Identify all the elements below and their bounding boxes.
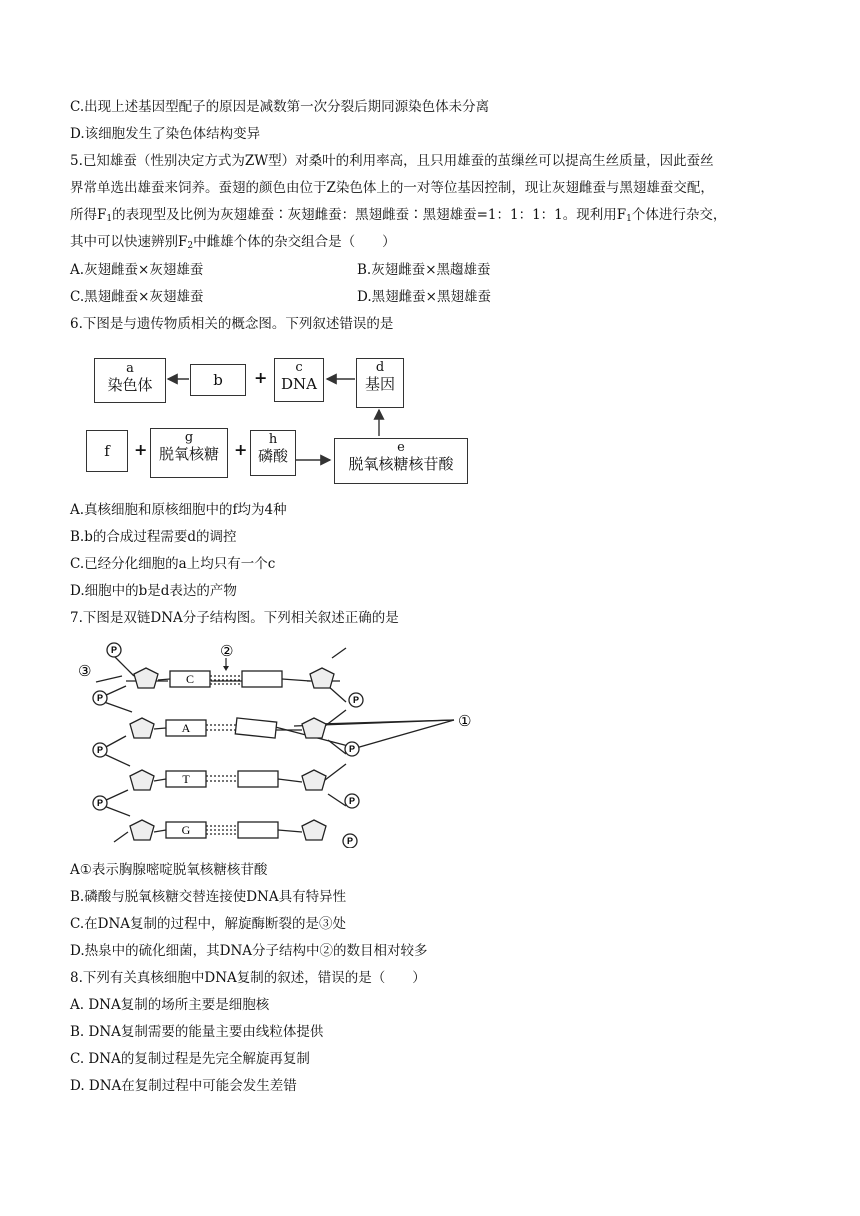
base-box-right-4 bbox=[238, 822, 278, 838]
marker-3: ③ bbox=[78, 662, 92, 680]
plus-sign-2: + bbox=[134, 440, 148, 459]
phosphate-label: P bbox=[96, 798, 104, 808]
plus-sign-1: + bbox=[254, 368, 268, 387]
q8-option-a: A. DNA复制的场所主要是细胞核 bbox=[70, 997, 270, 1013]
marker-1: ① bbox=[458, 712, 472, 730]
concept-map-figure bbox=[82, 340, 477, 488]
q5-stem-3: 所得$F_1$的表现型及比例为灰翅雄蚕∶灰翅雌蚕：黑翅雌蚕∶黑翅雄蚕=1：1：1：1。现利用$F_1$个体进行杂交， bbox=[70, 207, 727, 224]
box-e-deoxynucleotide: e 脱氧核糖核苷酸 bbox=[334, 438, 468, 484]
q6-option-a: A.真核细胞和原核细胞中的f均为4种 bbox=[70, 502, 287, 518]
base-letter-c: C bbox=[185, 672, 195, 686]
base-letter-a: A bbox=[181, 721, 191, 735]
q7-option-a: A①表示胸腺嘧啶脱氧核糖核苷酸 bbox=[70, 862, 268, 878]
q7-option-d: D.热泉中的硫化细菌，其DNA分子结构中②的数目相对较多 bbox=[70, 943, 428, 959]
plus-sign-3: + bbox=[234, 440, 248, 459]
concept-map-arrows bbox=[82, 340, 477, 488]
q5-option-c: C.黑翅雌蚕×灰翅雄蚕 bbox=[70, 289, 204, 305]
box-d-gene: d 基因 bbox=[356, 358, 404, 408]
box-h-phosphate: h 磷酸 bbox=[250, 430, 296, 476]
deoxyribose-right bbox=[302, 668, 334, 840]
q5-option-a: A.灰翅雌蚕×灰翅雄蚕 bbox=[70, 262, 204, 278]
q5-stem-2: 界常单选出雄蚕来饲养。蚕翅的颜色由位于Z染色体上的一对等位基因控制，现让灰翅雌蚕与黑翅雄蚕交配， bbox=[70, 180, 714, 196]
q8-option-c: C. DNA的复制过程是先完全解旋再复制 bbox=[70, 1051, 310, 1067]
q8-stem: 8.下列有关真核细胞中DNA复制的叙述，错误的是（ ） bbox=[70, 970, 426, 986]
q6-option-b: B.b的合成过程需要d的调控 bbox=[70, 529, 237, 545]
base-letter-t: T bbox=[182, 772, 190, 786]
q5-option-d: D.黑翅雌蚕×黑翅雄蚕 bbox=[357, 289, 491, 305]
q5-stem-1: 5.已知雄蚕（性别决定方式为ZW型）对桑叶的利用率高，且只用雄蚕的茧缫丝可以提高生丝质量，因此蚕丝 bbox=[70, 153, 714, 169]
phosphate-label: P bbox=[348, 796, 356, 806]
q7-option-c: C.在DNA复制的过程中，解旋酶断裂的是③处 bbox=[70, 916, 347, 932]
box-a-chromosome: a 染色体 bbox=[94, 358, 166, 403]
phosphate-label: P bbox=[352, 695, 360, 705]
phosphate-label: P bbox=[348, 744, 356, 754]
phosphate-label: P bbox=[96, 693, 104, 703]
q6-stem: 6.下图是与遗传物质相关的概念图。下列叙述错误的是 bbox=[70, 316, 394, 332]
deoxyribose-left bbox=[130, 668, 158, 840]
base-letter-g: G bbox=[181, 823, 191, 837]
hydrogen-bonds bbox=[206, 676, 242, 834]
box-c-dna: c DNA bbox=[274, 358, 324, 402]
phosphate-label: P bbox=[346, 836, 354, 846]
q8-option-b: B. DNA复制需要的能量主要由线粒体提供 bbox=[70, 1024, 324, 1040]
dna-structure-figure bbox=[70, 636, 490, 848]
q7-option-b: B.磷酸与脱氧核糖交替连接使DNA具有特异性 bbox=[70, 889, 347, 905]
q5-stem-4: 其中可以快速辨别$F_2$中雌雄个体的杂交组合是（ ） bbox=[70, 234, 396, 251]
q7-stem: 7.下图是双链DNA分子结构图。下列相关叙述正确的是 bbox=[70, 610, 399, 626]
q4-option-c: C.出现上述基因型配子的原因是减数第一次分裂后期同源染色体未分离 bbox=[70, 99, 490, 115]
phosphate-label: P bbox=[96, 745, 104, 755]
q6-option-d: D.细胞中的b是d表达的产物 bbox=[70, 583, 237, 599]
box-f: f bbox=[86, 430, 128, 472]
box-g-deoxyribose: g 脱氧核糖 bbox=[150, 428, 228, 478]
base-box-right-3 bbox=[238, 771, 278, 787]
box-b: b bbox=[190, 364, 246, 396]
q5-option-b: B.灰翅雌蚕×黑趨雄蚕 bbox=[357, 262, 491, 278]
q4-option-d: D.该细胞发生了染色体结构变异 bbox=[70, 126, 261, 142]
base-box-right-2 bbox=[235, 718, 276, 738]
q8-option-d: D. DNA在复制过程中可能会发生差错 bbox=[70, 1078, 297, 1094]
marker-2: ② bbox=[220, 642, 234, 660]
q6-option-c: C.已经分化细胞的a上均只有一个c bbox=[70, 556, 276, 572]
phosphate-label: P bbox=[110, 645, 118, 655]
base-box-right-1 bbox=[242, 671, 282, 687]
